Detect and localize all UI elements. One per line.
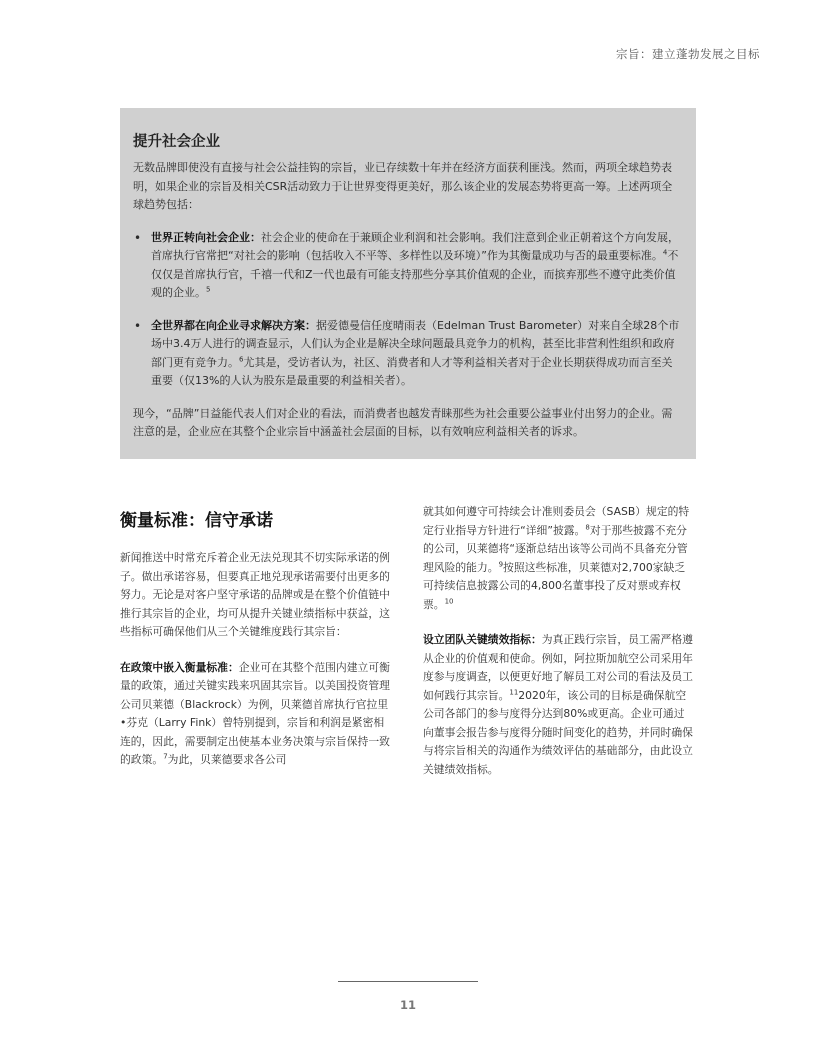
callout-title: 提升社会企业 <box>133 134 220 150</box>
section-title: 衡量标准：信守承诺 <box>120 511 273 531</box>
paragraph-text: 按照这些标准，贝莱德对2,700家缺乏可持续信息披露公司的4,800名董事投了反对票或弃权票。 <box>423 560 686 611</box>
paragraph-text: 企业可在其整个范围内建立可衡量的政策，通过关键实践来巩固其宗旨。以美国投资管理公司贝莱德（Blackrock）为例，贝莱德首席执行官拉里•芬克（Larry Fink）曾特别提到，宗旨和利润是紧密相连的，因此，需要制定出使基本业务决策与宗旨保持一致的政策。 <box>120 660 390 766</box>
paragraph-text: 对于那些披露不充分的公司，贝莱德将“逐渐总结出该等公司尚不具备充分管理风险的能力。 <box>423 523 688 574</box>
callout-bullet-list <box>133 229 682 391</box>
bullet-item <box>133 229 682 303</box>
footnote-ref: 4 <box>662 248 668 257</box>
footnote-ref: 9 <box>498 559 504 568</box>
paragraph-text: 为此，贝莱德要求各公司 <box>167 753 287 766</box>
footnote-ref: 10 <box>444 596 454 605</box>
footer-divider <box>338 981 478 982</box>
paragraph <box>423 631 695 779</box>
callout-intro: 无数品牌即使没有直接与社会公益挂钩的宗旨，业已存续数十年并在经济方面获利匪浅。然而，两项全球趋势表明，如果企业的宗旨及相关CSR活动致力于让世界变得更美好，那么该企业的发展态势将更高一筹。上述两项全球趋势包括： <box>133 161 673 211</box>
paragraph-text: 为真正践行宗旨，员工需严格遵从企业的价值观和使命。例如，阿拉斯加航空公司采用年度参与度调查，以便更好地了解员工对公司的看法及员工如何践行其宗旨。 <box>423 633 693 702</box>
paragraph-text: 2020年，该公司的目标是确保航空公司各部门的参与度得分达到80%或更高。企业可通过向董事会报告参与度得分随时间变化的趋势，并同时确保与将宗旨相关的沟通作为绩效评估的基础部分，由此设立关键绩效指标。 <box>423 688 693 776</box>
footnote-ref: 5 <box>206 285 211 294</box>
page-number: 11 <box>399 998 416 1012</box>
footnote-ref: 11 <box>509 687 519 696</box>
paragraph-lead: 在政策中嵌入衡量标准： <box>120 660 239 674</box>
paragraph-text: 就其如何遵守可持续会计准则委员会（SASB）规定的特定行业指导方针进行“详细”披露。 <box>423 505 690 537</box>
left-column <box>120 503 392 787</box>
paragraph-lead: 设立团队关键绩效指标： <box>423 633 542 646</box>
callout-box <box>120 108 696 459</box>
bullet-text: 尤其是，受访者认为，社区、消费者和人才等利益相关者对于企业长期获得成功而言至关重要（仅13%的人认为股东是最重要的利益相关者）。 <box>151 355 673 387</box>
bullet-lead: 世界正转向社会企业： <box>151 230 261 244</box>
bullet-text: 不仅仅是首席执行官，千禧一代和Z一代也最有可能支持那些分享其价值观的企业，而摈弃那些不遵守此类价值观的企业。 <box>151 249 679 299</box>
bullet-text: 社会企业的使命在于兼顾企业利润和社会影响。我们注意到企业正朝着这个方向发展，首席执行官常把“对社会的影响（包括收入不平等、多样性以及环境）”作为其衡量成功与否的最重要标准。 <box>151 230 679 262</box>
callout-closing: 现今，“品牌”日益能代表人们对企业的看法，而消费者也越发青睐那些为社会重要公益事业付出努力的企业。需注意的是，企业应在其整个企业宗旨中涵盖社会层面的目标，以有效响应利益相关者的诉求。 <box>133 406 673 438</box>
bullet-text: 据爱德曼信任度晴雨表（Edelman Trust Barometer）对来自全球28个市场中3.4万人进行的调查显示，人们认为企业是解决全球问题最具竞争力的机构，甚至比非营利性组织和政府部门更有竞争力。 <box>151 318 680 369</box>
paragraph <box>423 503 695 614</box>
right-column <box>423 503 695 796</box>
bullet-lead: 全世界都在向企业寻求解决方案： <box>151 318 316 332</box>
paragraph: 新闻推送中时常充斥着企业无法兑现其不切实际承诺的例子。做出承诺容易，但要真正地兑现承诺需要付出更多的努力。无论是对客户坚守承诺的品牌或是在整个价值链中推行其宗旨的企业，均可从提升关键业绩指标中获益，这些指标可确保他们从三个关键维度践行其宗旨： <box>120 551 390 638</box>
footnote-ref: 7 <box>163 752 168 761</box>
paragraph <box>120 659 392 770</box>
footnote-ref: 8 <box>585 522 590 531</box>
bullet-item <box>133 317 682 391</box>
footnote-ref: 6 <box>239 354 244 363</box>
running-header: 宗旨：建立蓬勃发展之目标 <box>616 47 760 61</box>
